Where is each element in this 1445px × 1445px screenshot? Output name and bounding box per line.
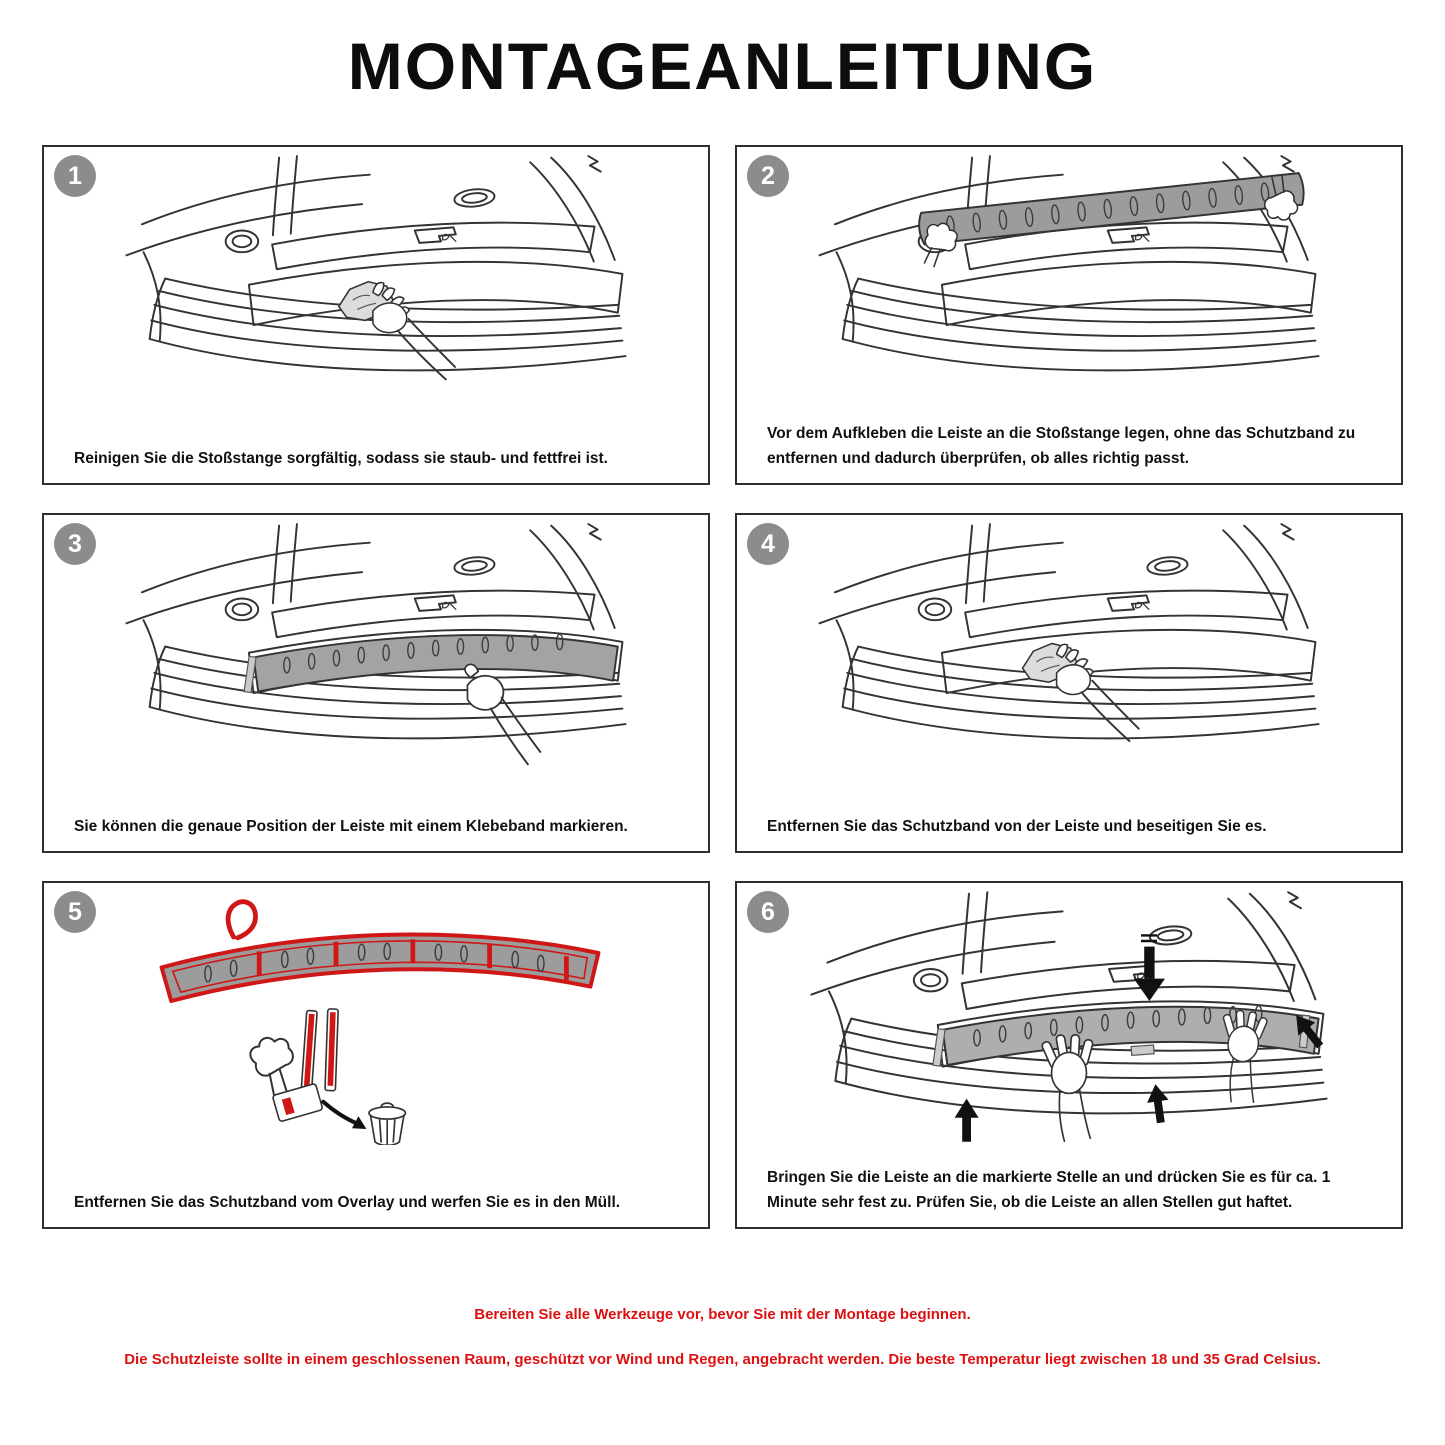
step-caption: Entfernen Sie das Schutzband vom Overlay und werfen Sie es in den Müll. xyxy=(74,1193,621,1211)
steps-grid xyxy=(42,145,1403,1229)
step-panel-1 xyxy=(42,145,710,485)
footer-note-environment: Die Schutzleiste sollte in einem geschlossenen Raum, geschützt vor Wind und Regen, angebracht werden. Die beste Temperatur liegt zwischen 18 und 35 Grad Celsius. xyxy=(124,1351,1321,1368)
step-number-badge: 3 xyxy=(54,523,96,565)
peel-backing-into-trash-drawing xyxy=(52,889,700,1145)
pressing-strip-in-place-drawing xyxy=(745,889,1393,1145)
strip-position-marking-drawing xyxy=(52,521,700,769)
footer-note-tools: Bereiten Sie alle Werkzeuge vor, bevor Sie mit der Montage beginnen. xyxy=(474,1306,971,1323)
step-panel-6 xyxy=(735,881,1403,1229)
step-5-illustration xyxy=(52,889,700,1145)
step-6-illustration xyxy=(745,889,1393,1145)
step-number-badge: 2 xyxy=(747,155,789,197)
bumper-cleaning-drawing xyxy=(52,153,700,401)
step-caption: Reinigen Sie die Stoßstange sorgfältig, sodass sie staub- und fettfrei ist. xyxy=(74,449,608,467)
step-panel-5 xyxy=(42,881,710,1229)
step-3-illustration xyxy=(52,521,700,769)
step-number-badge: 5 xyxy=(54,891,96,933)
step-number-badge: 1 xyxy=(54,155,96,197)
step-caption: Bringen Sie die Leiste an die markierte Stelle an und drücken Sie es für ca. 1 Minute sehr fest zu. Prüfen Sie, ob die Leiste an allen Stellen gut haftet. xyxy=(767,1169,1331,1211)
footer-warnings xyxy=(60,1306,1385,1372)
step-panel-2 xyxy=(735,145,1403,485)
step-panel-3 xyxy=(42,513,710,853)
strip-test-fit-drawing xyxy=(745,153,1393,401)
step-2-illustration xyxy=(745,153,1393,401)
page-title: MONTAGEANLEITUNG xyxy=(347,29,1098,103)
step-4-illustration xyxy=(745,521,1393,769)
step-1-illustration xyxy=(52,153,700,401)
step-number-badge: 4 xyxy=(747,523,789,565)
step-caption: Entfernen Sie das Schutzband von der Leiste und beseitigen Sie es. xyxy=(767,817,1267,835)
step-number-badge: 6 xyxy=(747,891,789,933)
removing-protective-band-drawing xyxy=(745,521,1393,769)
step-caption: Vor dem Aufkleben die Leiste an die Stoßstange legen, ohne das Schutzband zu entfernen und dadurch überprüfen, ob alles richtig passt. xyxy=(767,425,1356,467)
step-panel-4 xyxy=(735,513,1403,853)
step-caption: Sie können die genaue Position der Leiste mit einem Klebeband markieren. xyxy=(74,817,628,835)
